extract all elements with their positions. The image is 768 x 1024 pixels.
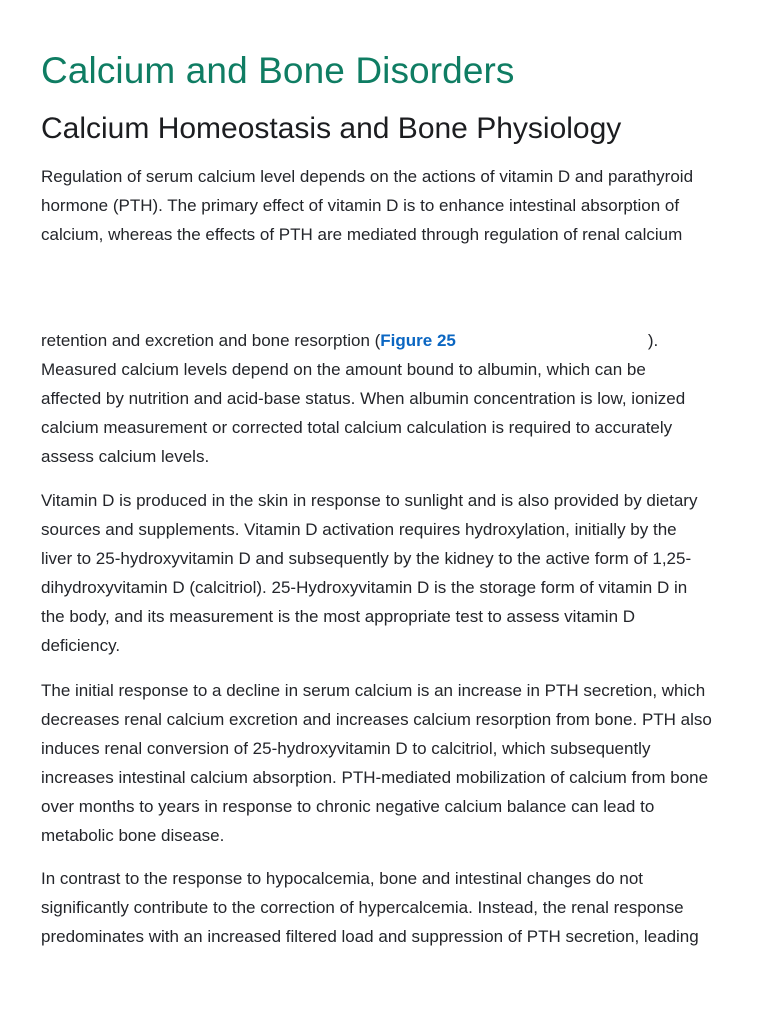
paragraph-line: induces renal conversion of 25-hydroxyvitamin D to calcitriol, which subsequently bbox=[41, 739, 651, 758]
paragraph-line: In contrast to the response to hypocalcemia, bone and intestinal changes do not bbox=[41, 869, 644, 888]
paragraph-line: over months to years in response to chronic negative calcium balance can lead to bbox=[41, 797, 655, 816]
paragraph-line: significantly contribute to the correction of hypercalcemia. Instead, the renal response bbox=[41, 898, 684, 917]
paragraph-line: metabolic bone disease. bbox=[41, 826, 225, 845]
paragraph-line: Measured calcium levels depend on the amount bound to albumin, which can be bbox=[41, 360, 646, 379]
paragraph-regulation bbox=[41, 162, 693, 249]
paragraph-line bbox=[41, 326, 685, 355]
paragraph-line: decreases renal calcium excretion and increases calcium resorption from bone. PTH also bbox=[41, 710, 712, 729]
paragraph-line: deficiency. bbox=[41, 636, 121, 655]
paragraph-line: affected by nutrition and acid-base status. When albumin concentration is low, ionized bbox=[41, 389, 686, 408]
paragraph-line: The initial response to a decline in serum calcium is an increase in PTH secretion, which bbox=[41, 681, 706, 700]
paragraph-line: dihydroxyvitamin D (calcitriol). 25-Hydroxyvitamin D is the storage form of vitamin D in bbox=[41, 578, 688, 597]
paragraph-hypercalcemia bbox=[41, 864, 699, 951]
paragraph-line: Vitamin D is produced in the skin in response to sunlight and is also provided by dietary bbox=[41, 491, 698, 510]
section-heading: Calcium Homeostasis and Bone Physiology bbox=[41, 112, 622, 145]
paragraph-line: calcium measurement or corrected total calcium calculation is required to accurately bbox=[41, 418, 673, 437]
paragraph-line: sources and supplements. Vitamin D activation requires hydroxylation, initially by the bbox=[41, 520, 677, 539]
paragraph-text: retention and excretion and bone resorption ( bbox=[41, 331, 381, 350]
paragraph-line: calcium, whereas the effects of PTH are mediated through regulation of renal calcium bbox=[41, 225, 683, 244]
paragraph-line: the body, and its measurement is the most appropriate test to assess vitamin D bbox=[41, 607, 636, 626]
paragraph-line: hormone (PTH). The primary effect of vitamin D is to enhance intestinal absorption of bbox=[41, 196, 680, 215]
figure-25-link[interactable]: Figure 25 bbox=[380, 331, 456, 350]
page-title: Calcium and Bone Disorders bbox=[41, 50, 515, 91]
paragraph-line: Regulation of serum calcium level depends on the actions of vitamin D and parathyroid bbox=[41, 167, 694, 186]
paragraph-line: increases intestinal calcium absorption. PTH-mediated mobilization of calcium from bone bbox=[41, 768, 709, 787]
paragraph-pth-response bbox=[41, 676, 712, 850]
paragraph-text: ). bbox=[647, 331, 659, 350]
paragraph-line: assess calcium levels. bbox=[41, 447, 210, 466]
paragraph-regulation-continued bbox=[41, 326, 685, 471]
paragraph-line: predominates with an increased filtered load and suppression of PTH secretion, leading bbox=[41, 927, 699, 946]
paragraph-line: liver to 25-hydroxyvitamin D and subsequently by the kidney to the active form of 1,25- bbox=[41, 549, 692, 568]
paragraph-vitamin-d bbox=[41, 486, 697, 660]
